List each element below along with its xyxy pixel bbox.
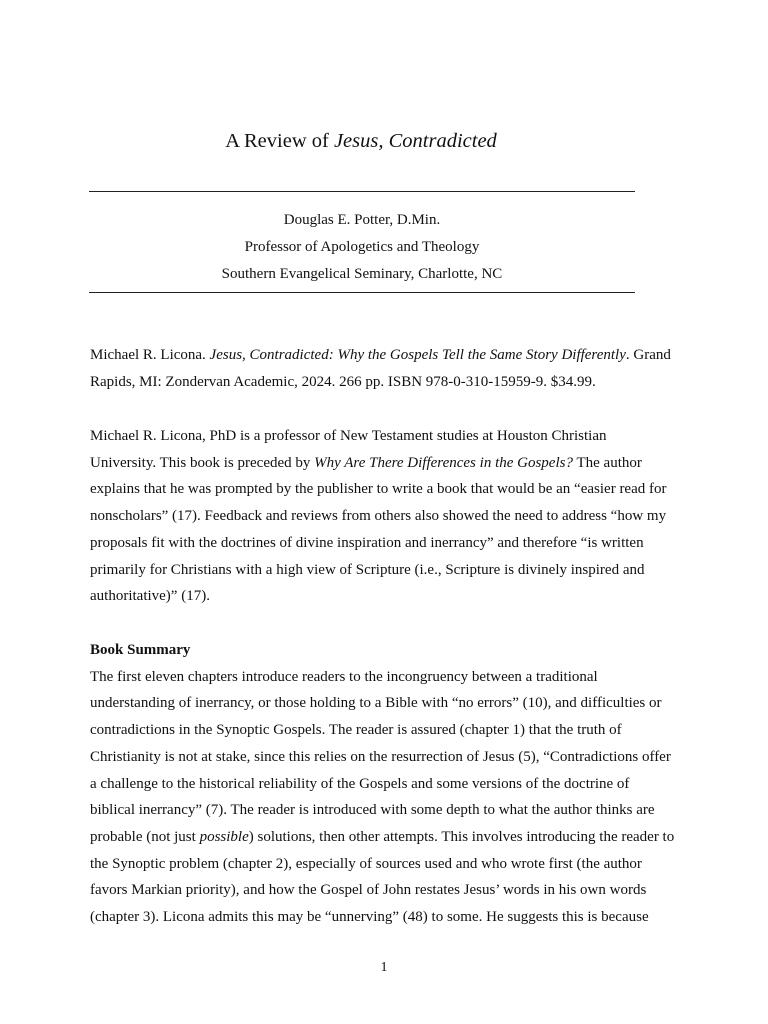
citation-line: Rapids, MI: Zondervan Academic, 2024. 266 pp. ISBN 978-0-310-15959-9. $34.99. [90, 373, 596, 390]
paragraph-line: proposals fit with the doctrines of divine inspiration and inerrancy” and therefore “is written [90, 534, 644, 551]
emphasis-text: possible [199, 828, 249, 845]
paragraph-line: contradictions in the Synoptic Gospels. The reader is assured (chapter 1) that the truth of [90, 722, 622, 739]
paragraph-line [90, 824, 690, 851]
author-name: Douglas E. Potter, D.Min. [283, 212, 441, 228]
citation-author: Michael R. Licona. [90, 347, 210, 363]
paragraph-line: authoritative)” (17). [90, 588, 210, 605]
paragraph-text: probable (not just [90, 828, 200, 845]
paragraph-line: The first eleven chapters introduce readers to the incongruency between a traditional [90, 668, 598, 685]
top-divider [89, 191, 635, 192]
title-prefix: A Review of [225, 130, 334, 152]
document-title [0, 127, 722, 155]
paragraph-line: explains that he was prompted by the publisher to write a book that would be an “easier read for [90, 481, 667, 498]
paragraph-line: understanding of inerrancy, or those holding to a Bible with “no errors” (10), and difficulties or [90, 695, 662, 712]
paragraph-line: primarily for Christians with a high view of Scripture (i.e., Scripture is divinely inspired and [90, 561, 645, 578]
paragraph-line: the Synoptic problem (chapter 2), especially of sources used and who wrote first (the author [90, 855, 642, 872]
paragraph-line: favors Markian priority), and how the Gospel of John restates Jesus’ words in his own words [90, 882, 647, 899]
book-citation [90, 342, 690, 395]
paragraph-text: ) solutions, then other attempts. This involves introducing the reader to [248, 828, 675, 845]
author-institution: Southern Evangelical Seminary, Charlotte, NC [221, 266, 503, 282]
citation-book-title: Jesus, Contradicted: Why the Gospels Tell the Same Story Differently [209, 347, 626, 363]
title-book-name: Jesus, Contradicted [333, 130, 497, 152]
paragraph-line [90, 450, 690, 477]
paragraph-line: nonscholars” (17). Feedback and reviews from others also showed the need to address “how my [90, 508, 667, 525]
preceding-book-title: Why Are There Differences in the Gospels? [314, 454, 573, 471]
book-summary-heading: Book Summary [90, 642, 191, 658]
paragraph-line: Christianity is not at stake, since this relies on the resurrection of Jesus (5), “Contradictions offer [90, 748, 671, 765]
paragraph-text: University. This book is preceded by [90, 454, 315, 471]
paragraph-line: biblical inerrancy” (7). The reader is introduced with some depth to what the author thinks are [90, 802, 655, 819]
citation-line [90, 342, 690, 369]
bottom-divider [89, 292, 635, 293]
paragraph-line: a challenge to the historical reliability of the Gospels and some versions of the doctrine of [90, 775, 630, 792]
paragraph-line: Michael R. Licona, PhD is a professor of New Testament studies at Houston Christian [90, 428, 607, 444]
paragraph-text: The author [572, 454, 642, 471]
citation-publisher-start: . Grand [625, 347, 671, 363]
intro-paragraph [90, 423, 690, 610]
page-number: 1 [380, 960, 388, 975]
author-block [89, 207, 635, 288]
author-position: Professor of Apologetics and Theology [244, 239, 480, 255]
book-summary-section [90, 637, 690, 931]
paragraph-line: (chapter 3). Licona admits this may be “unnerving” (48) to some. He suggests this is because [90, 909, 649, 926]
